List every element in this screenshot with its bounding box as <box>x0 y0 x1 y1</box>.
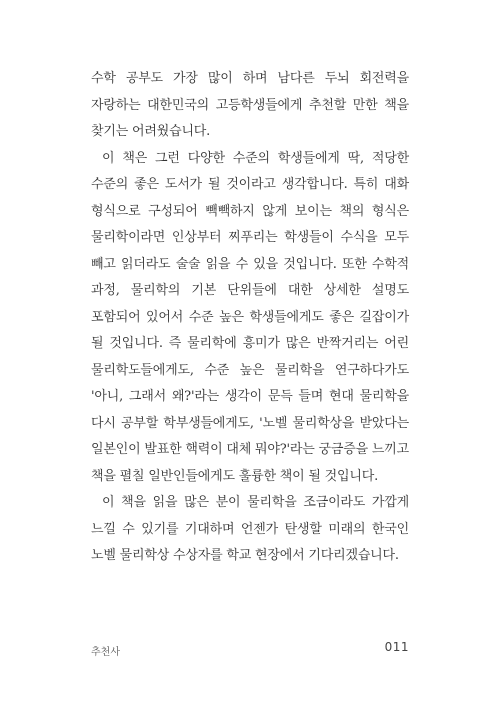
paragraph-2: 이 책은 그런 다양한 수준의 학생들에게 딱, 적당한 수준의 좋은 도서가 될 것이라고 생각합니다. 특히 대화 형식으로 구성되어 빽빽하지 않게 보이는 책의 형식은 물리학이라면 인상부터 찌푸리는 학생들이 수식을 모두 빼고 읽더라도 술술 읽을 수 있을 것입니다. 또한 수학적 과정, 물리학의 기본 단위들에 대한 상세한 설명도 포함되어 있어서 수준 높은 학생들에게도 좋은 길잡이가 될 것입니다. 즉 물리학에 흥미가 많은 반짝거리는 어린 물리학도들에게도, 수준 높은 물리학을 연구하다가도 '아니, 그래서 왜?'라는 생각이 문득 들며 현대 물리학을 다시 공부할 학부생들에게도, '노벨 물리학상을 받았다는 일본인이 발표한 핵력이 대체 뭐야?'라는 궁금증을 느끼고 책을 펼칠 일반인들에게도 훌륭한 책이 될 것입니다. <box>91 150 409 484</box>
paragraph-3: 이 책을 읽을 많은 분이 물리학을 조금이라도 가깝게 느낄 수 있기를 기대하며 언젠가 탄생할 미래의 한국인 노벨 물리학상 수상자를 학교 현장에서 기다리겠습니다. <box>91 495 409 563</box>
running-footer-section: 추천사 <box>91 647 120 658</box>
body-text <box>91 66 409 570</box>
page-number: 011 <box>384 640 409 654</box>
paragraph-1: 수학 공부도 가장 많이 하며 남다른 두뇌 회전력을 자랑하는 대한민국의 고등학생들에게 추천할 만한 책을 찾기는 어려웠습니다. <box>91 71 409 139</box>
